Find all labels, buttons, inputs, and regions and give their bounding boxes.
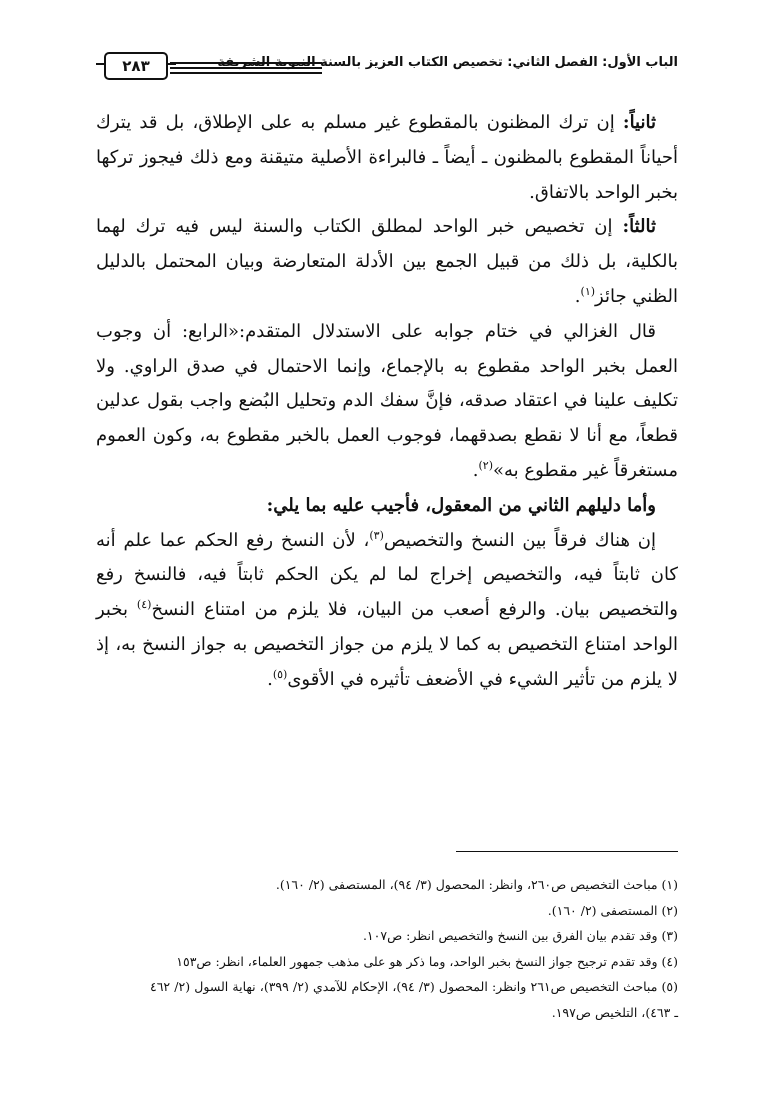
- footnote-5: (٥) مباحث التخصيص ص٢٦١ وانظر: المحصول (٣/ ٩٤)، الإحكام للآمدي (٢/ ٣٩٩)، نهاية السول (٢/ ٤٦٢ ـ ٤٦٣)، التلخيص ص١٩٧.: [150, 979, 679, 1020]
- paragraph-lead: ثانياً:: [622, 112, 656, 133]
- paragraph-ghazali-quote: [96, 315, 678, 489]
- header-rule: [170, 67, 322, 69]
- paragraph-end: .: [574, 285, 581, 307]
- footnote-4: (٤) وقد تقدم ترجيح جواز النسخ بخبر الواحد، وما ذكر هو على مذهب جمهور العلماء، انظر: ص١٥٣: [176, 953, 678, 969]
- footnote-ref: (٤): [136, 598, 152, 612]
- paragraph-text: قال الغزالي في ختام جوابه على الاستدلال المتقدم:«الرابع: أن وجوب العمل بخبر الواحد مقطوع به بالإجماع، وإنما الاحتمال في صدق الراوي. ولا تكليف علينا في اعتقاد صدقه، فإنَّ سفك الدم وتحليل البُضع واجب بقول عدلين قطعاً، مع أنا لا نقطع بصدقهما، فوجوب العمل بالخبر مقطوع به، وكون العموم مستغرقاً غير مقطوع به»: [96, 320, 678, 481]
- header-rule: [170, 62, 322, 64]
- footnote-ref: (٣): [369, 528, 384, 542]
- paragraph-text: ، لأن النسخ رفع الحكم عما علم أنه كان ثابتاً فيه، والتخصيص إخراج لما لم يكن الحكم ثابتاً فيه، فالنسخ رفع والتخصيص بيان. والرفع أصعب من البيان، فلا يلزم من امتناع النسخ: [96, 529, 679, 621]
- paragraph-text: إن هناك فرقاً بين النسخ والتخصيص: [383, 529, 656, 551]
- paragraph-text: إن ترك المظنون بالمقطوع غير مسلم به على الإطلاق، بل قد يترك أحياناً المقطوع بالمظنون ـ أيضاً ـ فالبراءة الأصلية متيقنة ومع ذلك فيجوز تركها بخبر الواحد بالاتفاق.: [96, 112, 678, 203]
- footnote-ref: (١): [580, 284, 596, 298]
- paragraph-secondly: [96, 106, 678, 210]
- paragraph-thirdly: [96, 210, 678, 314]
- paragraph-end: .: [267, 668, 273, 690]
- footnote-ref: (٥): [272, 667, 288, 681]
- footnote-3: (٣) وقد تقدم بيان الفرق بين النسخ والتخصيص انظر: ص١٠٧.: [362, 928, 678, 944]
- footnote-separator: [456, 851, 678, 852]
- header-title: الباب الأول: الفصل الثاني: تخصيص الكتاب العزيز بالسنة النبوية الشريفة: [217, 55, 678, 70]
- page-number: ٢٨٣: [104, 52, 168, 80]
- main-text: [96, 106, 678, 698]
- footnote-ref: (٢): [478, 458, 493, 472]
- running-header: [96, 50, 678, 84]
- paragraph-text: بخبر الواحد امتناع التخصيص به كما لا يلزم من جواز التخصيص به جواز النسخ به، إذ لا يلزم من تأثير الشيء في الأضعف تأثيره في الأقوى: [96, 599, 678, 690]
- footnote-1: (١) مباحث التخصيص ص٢٦٠، وانظر: المحصول (٣/ ٩٤)، المستصفى (٢/ ١٦٠).: [275, 877, 678, 892]
- paragraph-text: إن تخصيص خبر الواحد لمطلق الكتاب والسنة ليس فيه ترك لهما بالكلية، بل ذلك من قبيل الجمع بين الأدلة المتعارضة وبيان المحتمل بالدليل الظني جائز: [96, 216, 678, 307]
- footnotes: [150, 872, 678, 1026]
- paragraph-end: .: [472, 459, 479, 481]
- paragraph-lead: ثالثاً:: [622, 216, 656, 238]
- section-heading: وأما دليلهم الثاني من المعقول، فأجيب عليه بما يلي:: [266, 494, 656, 516]
- footnote-2: (٢) المستصفى (٢/ ١٦٠).: [547, 902, 678, 918]
- paragraph-naskh-takhsis: [96, 524, 678, 698]
- header-rule: [170, 72, 322, 74]
